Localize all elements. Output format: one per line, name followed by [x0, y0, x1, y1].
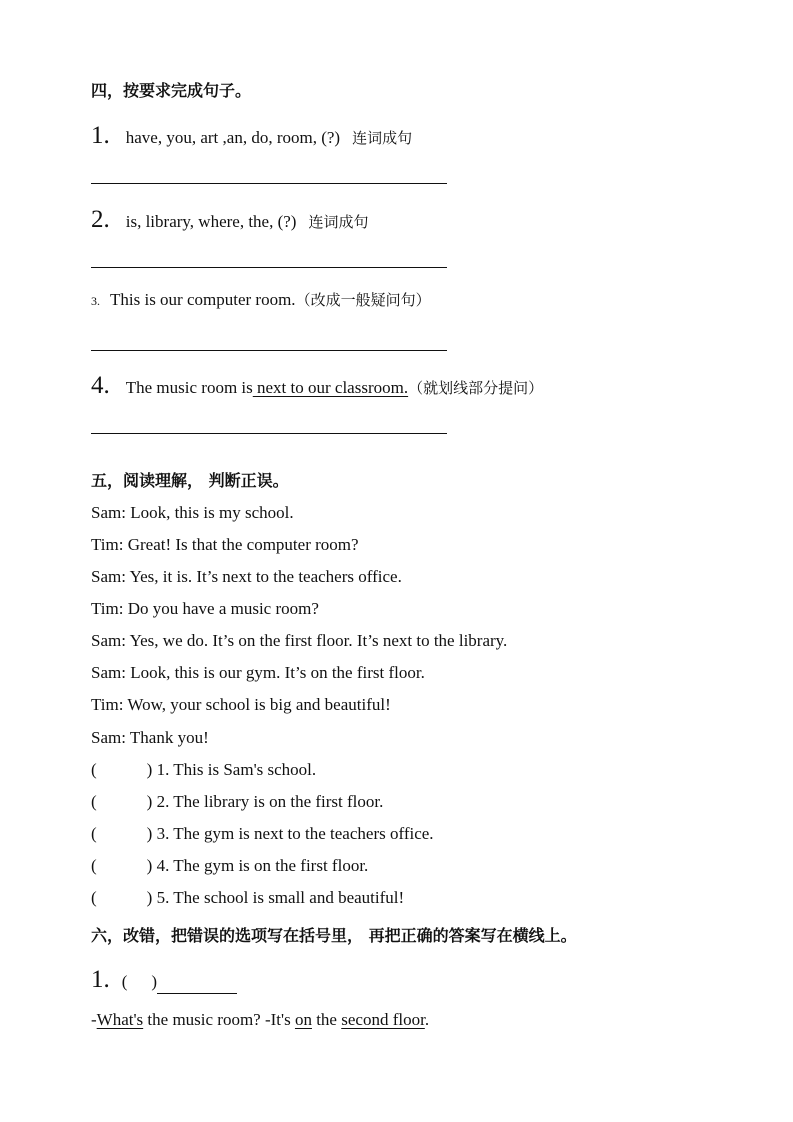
dialogue-line: Sam: Yes, we do. It’s on the first floor. It’s next to the library.	[91, 631, 508, 650]
question-2-text: is, library, where, the, (?)	[125, 212, 297, 231]
statement-text: 5. The school is small and beautiful!	[156, 888, 405, 907]
question-4-number: 4.	[91, 372, 110, 399]
answer-line-4[interactable]	[91, 433, 447, 434]
question-1-instruction: 连词成句	[352, 129, 413, 147]
statement-1	[91, 760, 316, 780]
answer-paren-close[interactable]: )	[146, 888, 153, 907]
correction-text: the	[311, 1010, 342, 1029]
correction-paren-close[interactable]: )	[151, 972, 158, 991]
correction-dash: -	[91, 1010, 97, 1029]
answer-paren-open[interactable]: (	[91, 792, 97, 811]
statement-2	[91, 792, 383, 812]
correction-text: the music room? -It's	[143, 1010, 295, 1029]
question-1-text: have, you, art ,an, do, room, (?)	[125, 128, 341, 147]
dialogue-line: Sam: Look, this is my school.	[91, 503, 294, 522]
correction-answer-line[interactable]	[157, 975, 237, 994]
answer-paren-close[interactable]: )	[146, 760, 153, 779]
question-3-instruction: （改成一般疑问句）	[295, 291, 431, 309]
answer-paren-close[interactable]: )	[146, 856, 153, 875]
correction-sentence	[91, 1010, 429, 1030]
statement-text: 4. The gym is on the first floor.	[156, 856, 369, 875]
question-4-text: The music room is	[125, 378, 253, 397]
dialogue-line: Sam: Look, this is our gym. It’s on the first floor.	[91, 663, 425, 682]
statement-3	[91, 824, 434, 844]
answer-paren-open[interactable]: (	[91, 888, 97, 907]
question-4-instruction: （就划线部分提问）	[408, 379, 544, 397]
answer-line-3[interactable]	[91, 350, 447, 351]
question-1	[91, 122, 412, 150]
question-2-instruction: 连词成句	[308, 213, 369, 231]
correction-1-number: 1.	[91, 966, 110, 993]
statement-5	[91, 888, 404, 908]
dialogue-line: Sam: Yes, it is. It’s next to the teachers office.	[91, 567, 402, 586]
correction-option-a: What's	[96, 1010, 144, 1029]
correction-option-b: on	[294, 1010, 312, 1029]
answer-paren-open[interactable]: (	[91, 856, 97, 875]
correction-paren-open[interactable]: (	[121, 972, 128, 991]
answer-paren-close[interactable]: )	[146, 824, 153, 843]
question-2-number: 2.	[91, 206, 110, 233]
dialogue-line: Tim: Great! Is that the computer room?	[91, 535, 359, 554]
question-4-underlined-text: next to our classroom.	[252, 378, 409, 397]
statement-text: 1. This is Sam's school.	[156, 760, 317, 779]
statement-4	[91, 856, 368, 876]
answer-paren-close[interactable]: )	[146, 792, 153, 811]
question-3	[91, 289, 431, 310]
question-3-text: This is our computer room.	[110, 290, 296, 309]
statement-text: 2. The library is on the first floor.	[156, 792, 384, 811]
section-5-heading: 五，阅读理解， 判断正误。	[91, 471, 289, 490]
correction-option-c: second floor	[341, 1010, 425, 1029]
answer-line-2[interactable]	[91, 267, 447, 268]
dialogue-line: Tim: Wow, your school is big and beautiful!	[91, 695, 391, 714]
section-6-heading: 六，改错，把错误的选项写在括号里， 再把正确的答案写在横线上。	[91, 926, 577, 945]
statement-text: 3. The gym is next to the teachers office.	[156, 824, 434, 843]
dialogue-line: Tim: Do you have a music room?	[91, 599, 319, 618]
dialogue-line: Sam: Thank you!	[91, 728, 209, 747]
correction-period: .	[424, 1010, 430, 1029]
question-4	[91, 372, 543, 400]
answer-paren-open[interactable]: (	[91, 824, 97, 843]
answer-line-1[interactable]	[91, 183, 447, 184]
question-3-number: 3.	[91, 294, 100, 308]
section-4-heading: 四，按要求完成句子。	[91, 81, 252, 100]
correction-item-1	[91, 966, 237, 994]
question-1-number: 1.	[91, 122, 110, 149]
answer-paren-open[interactable]: (	[91, 760, 97, 779]
question-2	[91, 206, 368, 234]
